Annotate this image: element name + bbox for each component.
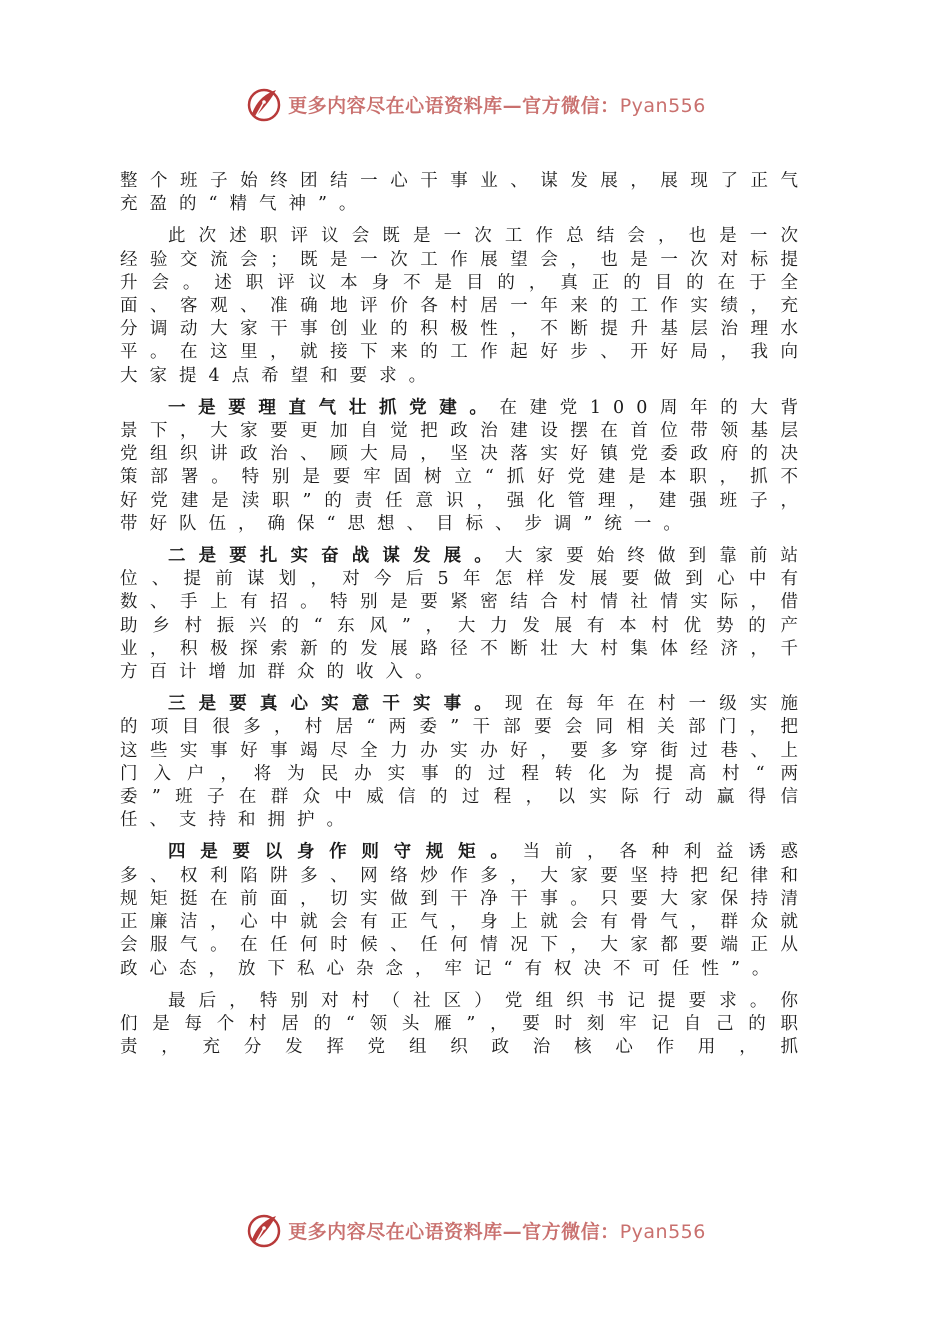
point-4-heading: 四是要以身作则守规矩。 [168,842,523,863]
paragraph-point-4 [120,841,810,980]
paragraph-continued: 整个班子始终团结一心干事业、谋发展，展现了正气充盈的“精气神”。 [120,171,810,215]
point-1-text: 在建党100周年的大背景下，大家要更加自觉把政治建设摆在首位带领基层党组织讲政治、顾大局，坚决落实好镇党委政府的决策部署。特别是要牢固树立“抓好党建是本职，抓不好党建是渎职”的责任意识，强化管理，建强班子，带好队伍，确保“思想、目标、步调”统一。 [120,397,811,534]
watermark-label: 官方微信： [522,94,620,117]
paragraph-intro: 此次述职评议会既是一次工作总结会，也是一次经验交流会；既是一次工作展望会，也是一次对标提升会。述职评议本身不是目的，真正的目的在于全面、客观、准确地评价各村居一年来的工作实绩，充分调动大家干事创业的积极性，不断提升基层治理水平。在这里，就接下来的工作起好步、开好局，我向大家提4点希望和要求。 [120,226,810,386]
watermark-wechat-id: Pyan556 [619,94,706,117]
watermark-main: 更多内容尽在心语资料库 [288,94,503,117]
watermark-dash: — [502,94,523,117]
footer-watermark [0,1208,950,1252]
pen-nib-logo-icon [244,1210,284,1250]
point-1-heading: 一是要理直气壮抓党建。 [168,397,500,418]
paragraph-closing: 最后，特别对村（社区）党组织书记提要求。你们是每个村居的“领头雁”，要时刻牢记自己的职责，充分发挥党组织政治核心作用，抓 [120,990,810,1058]
watermark-wechat-id: Pyan556 [619,1220,706,1243]
point-4-text: 当前，各种利益诱惑多、权利陷阱多、网络炒作多，大家要坚持把纪律和规矩挺在前面，切实做到干净干事。只要大家保持清正廉洁，心中就会有正气，身上就会有骨气，群众就会服气。在任何时候、任何情况下，大家都要端正从政心态，放下私心杂念，牢记“有权决不可任性”。 [120,842,811,979]
point-2-heading: 二是要扎实奋战谋发展。 [168,546,505,567]
watermark-text [288,1217,706,1244]
watermark-dash: — [502,1220,523,1243]
point-2-text: 大家要始终做到靠前站位、提前谋划，对今后5年怎样发展要做到心中有数、手上有招。特别是要紧密结合村情社情实际，借助乡村振兴的“东风”，大力发展有本村优势的产业，积极探索新的发展路径不断壮大村集体经济，千方百计增加群众的收入。 [120,546,810,683]
watermark-main: 更多内容尽在心语资料库 [288,1220,503,1243]
paragraph-point-3 [120,693,810,832]
paragraph-point-1 [120,397,810,536]
paragraph-point-2 [120,545,810,684]
document-body [120,170,810,1068]
pen-nib-logo-icon [244,84,284,124]
point-3-text: 现在每年在村一级实施的项目很多，村居“两委”干部要会同相关部门，把这些实事好事竭尽全力办实办好，要多穿街过巷、上门入户，将为民办实事的过程转化为提高村“两委”班子在群众中威信的过程，以实际行动赢得信任、支持和拥护。 [120,694,810,831]
point-3-heading: 三是要真心实意干实事。 [168,694,505,715]
watermark-text [288,91,706,118]
watermark-label: 官方微信： [522,1220,620,1243]
header-watermark [0,82,950,126]
